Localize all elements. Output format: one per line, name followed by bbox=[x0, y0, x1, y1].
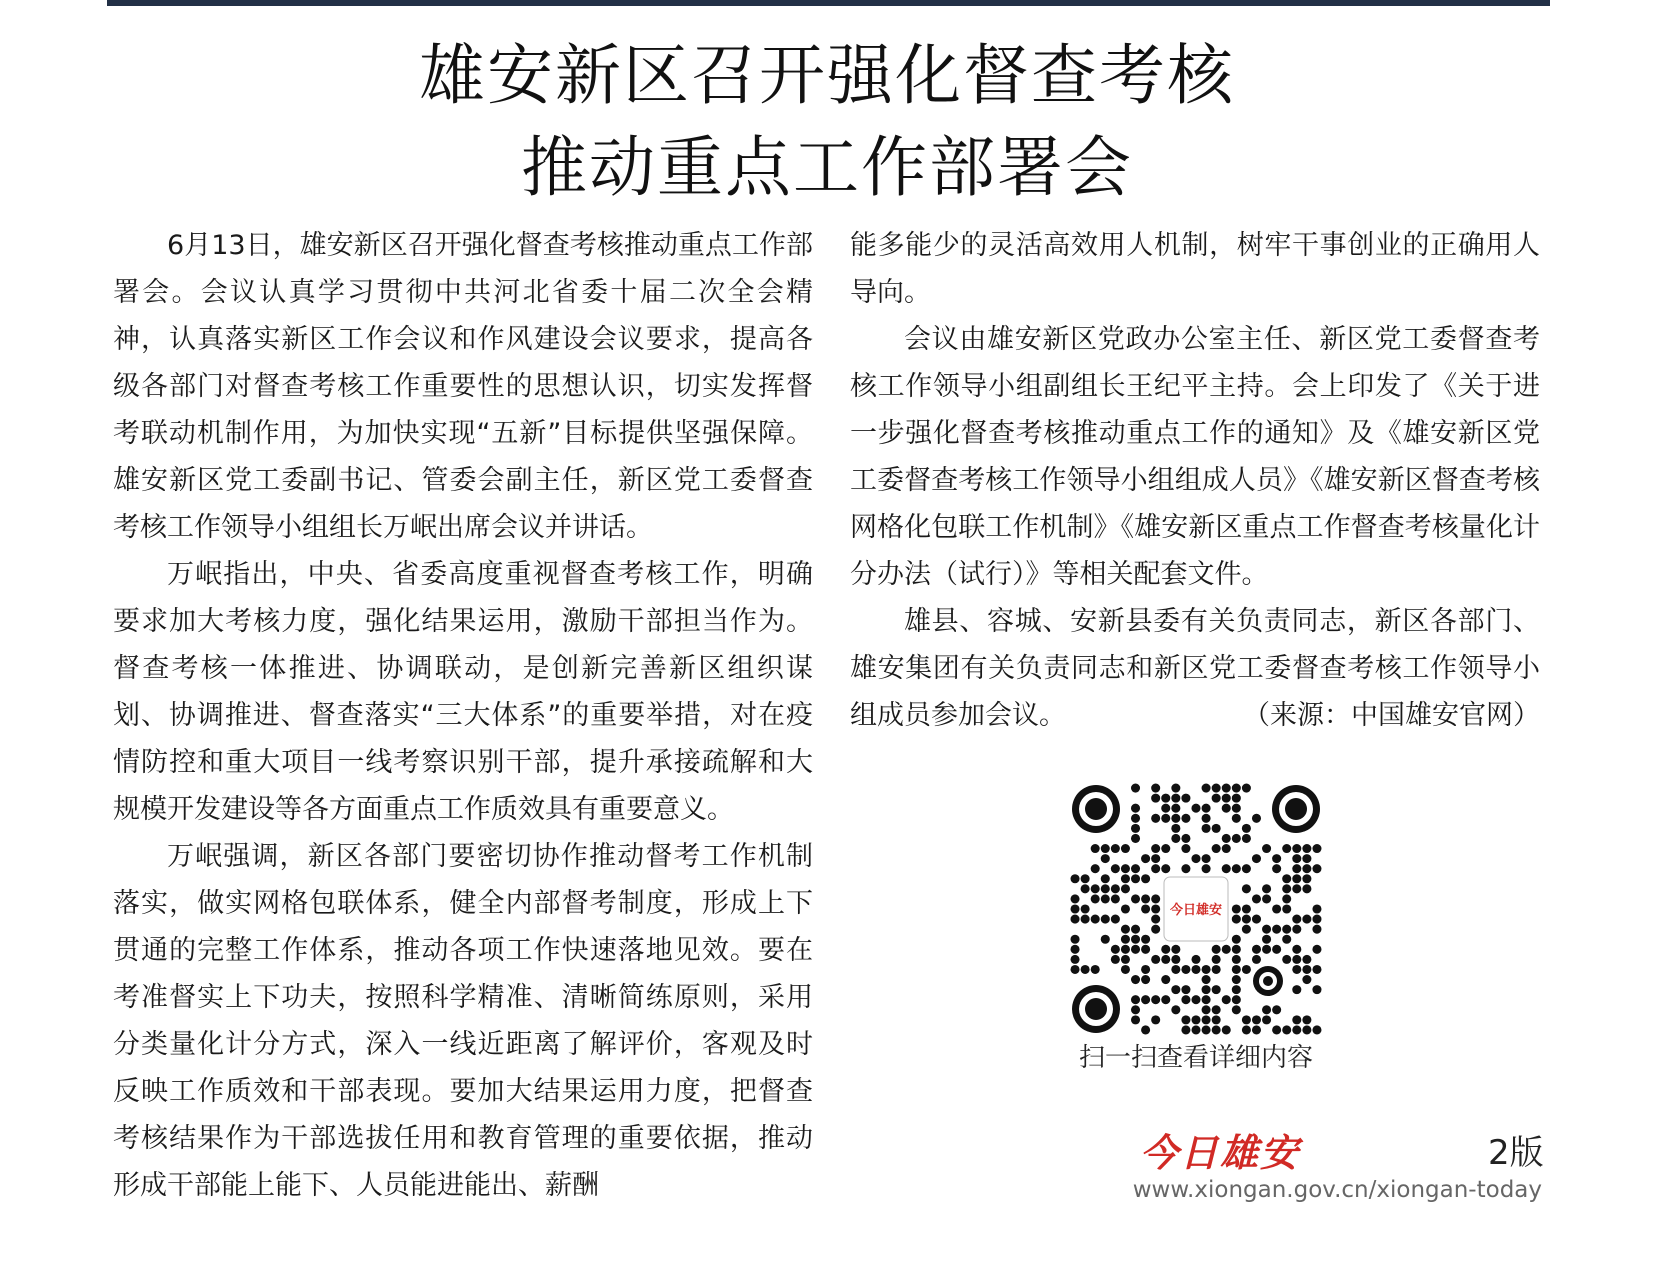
qr-module bbox=[1232, 965, 1241, 974]
qr-module bbox=[1242, 915, 1251, 924]
qr-module bbox=[1272, 1005, 1281, 1014]
qr-module bbox=[1312, 1025, 1321, 1034]
qr-module bbox=[1272, 945, 1281, 954]
qr-module bbox=[1141, 945, 1150, 954]
qr-finder-top-left bbox=[1072, 785, 1120, 833]
qr-module bbox=[1272, 1025, 1281, 1034]
qr-module bbox=[1151, 864, 1160, 873]
qr-module bbox=[1272, 904, 1281, 913]
qr-module bbox=[1252, 955, 1261, 964]
qr-module bbox=[1161, 975, 1170, 984]
qr-caption: 扫一扫查看详细内容 bbox=[1078, 1043, 1313, 1073]
qr-module bbox=[1131, 1005, 1140, 1014]
qr-module bbox=[1171, 804, 1180, 813]
qr-module bbox=[1181, 794, 1190, 803]
qr-module bbox=[1081, 874, 1090, 883]
qr-module bbox=[1212, 1025, 1221, 1034]
qr-module bbox=[1151, 844, 1160, 853]
qr-module bbox=[1232, 814, 1241, 823]
qr-module bbox=[1071, 935, 1080, 944]
qr-module bbox=[1312, 904, 1321, 913]
qr-module bbox=[1141, 1025, 1150, 1034]
qr-module bbox=[1151, 784, 1160, 793]
qr-module bbox=[1292, 985, 1301, 994]
qr-finder-top-right bbox=[1272, 785, 1320, 833]
qr-module bbox=[1242, 1015, 1251, 1024]
qr-module bbox=[1302, 975, 1311, 984]
qr-module bbox=[1101, 894, 1110, 903]
qr-module bbox=[1171, 834, 1180, 843]
qr-module bbox=[1181, 995, 1190, 1004]
qr-module bbox=[1242, 925, 1251, 934]
qr-module bbox=[1151, 814, 1160, 823]
qr-module bbox=[1141, 874, 1150, 883]
qr-module bbox=[1292, 884, 1301, 893]
article-paragraph: 万岷指出，中央、省委高度重视督查考核工作，明确要求加大考核力度，强化结果运用，激励干部担当作为。督查考核一体推进、协调联动，是创新完善新区组织谋划、协调推进、督查落实“三大体系”的重要举措，对在疫情防控和重大项目一线考察识别干部，提升承接疏解和大规模开发建设等各方面重点工作质效具有重要意义。 bbox=[113, 559, 813, 825]
qr-module bbox=[1181, 965, 1190, 974]
qr-module bbox=[1212, 824, 1221, 833]
qr-module bbox=[1252, 814, 1261, 823]
qr-module bbox=[1121, 955, 1130, 964]
qr-module bbox=[1242, 1025, 1251, 1034]
qr-module bbox=[1212, 945, 1221, 954]
qr-module bbox=[1202, 854, 1211, 863]
qr-module bbox=[1232, 995, 1241, 1004]
qr-module bbox=[1302, 864, 1311, 873]
qr-module bbox=[1151, 955, 1160, 964]
qr-module bbox=[1302, 844, 1311, 853]
qr-module bbox=[1181, 814, 1190, 823]
qr-module bbox=[1282, 844, 1291, 853]
qr-module bbox=[1081, 915, 1090, 924]
qr-module bbox=[1121, 844, 1130, 853]
qr-module bbox=[1242, 904, 1251, 913]
qr-module bbox=[1282, 884, 1291, 893]
qr-module bbox=[1202, 975, 1211, 984]
qr-module bbox=[1262, 844, 1271, 853]
qr-module bbox=[1171, 955, 1180, 964]
qr-module bbox=[1242, 884, 1251, 893]
qr-module bbox=[1131, 874, 1140, 883]
qr-module bbox=[1161, 945, 1170, 954]
qr-module bbox=[1171, 945, 1180, 954]
qr-module bbox=[1202, 1005, 1211, 1014]
qr-module bbox=[1282, 925, 1291, 934]
qr-module bbox=[1302, 884, 1311, 893]
article-paragraph-last bbox=[850, 598, 1540, 739]
qr-module bbox=[1232, 955, 1241, 964]
qr-module bbox=[1071, 945, 1080, 954]
qr-module bbox=[1131, 864, 1140, 873]
qr-module bbox=[1131, 995, 1140, 1004]
qr-module bbox=[1222, 1025, 1231, 1034]
qr-module bbox=[1242, 834, 1251, 843]
qr-module bbox=[1232, 804, 1241, 813]
qr-module bbox=[1091, 915, 1100, 924]
qr-module bbox=[1302, 1025, 1311, 1034]
qr-module bbox=[1252, 894, 1261, 903]
qr-module bbox=[1292, 955, 1301, 964]
qr-module bbox=[1212, 985, 1221, 994]
last-paragraph-text: 雄县、容城、安新县委有关负责同志，新区各部门、雄安集团有关负责同志和新区党工委督查考核工作领导小组成员参加会议。 bbox=[850, 606, 1540, 731]
qr-module bbox=[1302, 955, 1311, 964]
qr-module bbox=[1202, 814, 1211, 823]
qr-module bbox=[1151, 995, 1160, 1004]
qr-module bbox=[1222, 794, 1231, 803]
qr-module bbox=[1262, 1015, 1271, 1024]
article-source: （来源：中国雄安官网） bbox=[1243, 700, 1540, 731]
qr-module bbox=[1071, 904, 1080, 913]
qr-module bbox=[1232, 975, 1241, 984]
qr-module bbox=[1151, 915, 1160, 924]
qr-module bbox=[1161, 955, 1170, 964]
qr-module bbox=[1131, 925, 1140, 934]
qr-module bbox=[1242, 864, 1251, 873]
qr-module bbox=[1282, 955, 1291, 964]
qr-module bbox=[1101, 935, 1110, 944]
page-number: 2版 bbox=[1488, 1133, 1544, 1173]
qr-module bbox=[1191, 1025, 1200, 1034]
qr-module bbox=[1141, 975, 1150, 984]
qr-module bbox=[1202, 784, 1211, 793]
qr-module bbox=[1161, 844, 1170, 853]
qr-module bbox=[1312, 864, 1321, 873]
qr-module bbox=[1121, 904, 1130, 913]
qr-module bbox=[1131, 824, 1140, 833]
qr-module bbox=[1121, 965, 1130, 974]
qr-module bbox=[1212, 794, 1221, 803]
qr-alignment-mark bbox=[1253, 966, 1283, 996]
qr-module bbox=[1302, 1015, 1311, 1024]
qr-module bbox=[1252, 945, 1261, 954]
qr-module bbox=[1232, 904, 1241, 913]
qr-module bbox=[1161, 995, 1170, 1004]
qr-module bbox=[1161, 804, 1170, 813]
qr-module bbox=[1091, 844, 1100, 853]
brand-logo: 今日雄安 bbox=[1140, 1130, 1301, 1175]
qr-module bbox=[1302, 915, 1311, 924]
qr-module bbox=[1081, 965, 1090, 974]
qr-module bbox=[1232, 1005, 1241, 1014]
qr-module bbox=[1232, 794, 1241, 803]
qr-module bbox=[1111, 894, 1120, 903]
qr-module bbox=[1171, 794, 1180, 803]
qr-module bbox=[1262, 894, 1271, 903]
qr-module bbox=[1151, 925, 1160, 934]
qr-module bbox=[1272, 864, 1281, 873]
qr-module bbox=[1202, 864, 1211, 873]
qr-module bbox=[1202, 965, 1211, 974]
qr-module bbox=[1222, 945, 1231, 954]
qr-module bbox=[1222, 804, 1231, 813]
qr-module bbox=[1282, 904, 1291, 913]
qr-module bbox=[1292, 945, 1301, 954]
qr-module bbox=[1202, 1015, 1211, 1024]
qr-module bbox=[1131, 975, 1140, 984]
qr-module bbox=[1252, 915, 1261, 924]
qr-module bbox=[1141, 894, 1150, 903]
qr-module bbox=[1131, 935, 1140, 944]
qr-module bbox=[1071, 965, 1080, 974]
qr-module bbox=[1312, 844, 1321, 853]
qr-module bbox=[1181, 834, 1190, 843]
qr-module bbox=[1222, 784, 1231, 793]
qr-module bbox=[1071, 915, 1080, 924]
qr-module bbox=[1091, 965, 1100, 974]
qr-module bbox=[1262, 884, 1271, 893]
qr-module bbox=[1131, 1015, 1140, 1024]
qr-module bbox=[1151, 894, 1160, 903]
top-rule bbox=[107, 0, 1550, 6]
qr-module bbox=[1282, 894, 1291, 903]
qr-module bbox=[1252, 854, 1261, 863]
qr-module bbox=[1151, 794, 1160, 803]
qr-module bbox=[1171, 784, 1180, 793]
qr-module bbox=[1181, 844, 1190, 853]
qr-module bbox=[1232, 834, 1241, 843]
qr-module bbox=[1262, 1005, 1271, 1014]
qr-module bbox=[1212, 965, 1221, 974]
qr-module bbox=[1131, 894, 1140, 903]
qr-module bbox=[1212, 1005, 1221, 1014]
qr-module bbox=[1171, 814, 1180, 823]
qr-module bbox=[1212, 784, 1221, 793]
qr-module bbox=[1121, 925, 1130, 934]
qr-module bbox=[1101, 854, 1110, 863]
qr-module bbox=[1292, 1025, 1301, 1034]
qr-module bbox=[1222, 864, 1231, 873]
qr-module bbox=[1282, 1025, 1291, 1034]
qr-module bbox=[1292, 925, 1301, 934]
qr-module bbox=[1232, 784, 1241, 793]
qr-module bbox=[1191, 1015, 1200, 1024]
qr-module bbox=[1171, 824, 1180, 833]
qr-module bbox=[1161, 794, 1170, 803]
qr-module bbox=[1161, 814, 1170, 823]
article-column-left bbox=[113, 222, 813, 1209]
qr-module bbox=[1151, 904, 1160, 913]
qr-module bbox=[1282, 935, 1291, 944]
qr-module bbox=[1242, 965, 1251, 974]
qr-module bbox=[1181, 985, 1190, 994]
qr-module bbox=[1222, 844, 1231, 853]
qr-module bbox=[1141, 965, 1150, 974]
qr-module bbox=[1121, 874, 1130, 883]
article-headline bbox=[0, 30, 1654, 214]
qr-finder-bottom-left bbox=[1072, 985, 1120, 1033]
article-paragraph: 万岷强调，新区各部门要密切协作推动督考工作机制落实，做实网格包联体系，健全内部督考制度，形成上下贯通的完整工作体系，推动各项工作快速落地见效。要在考准督实上下功夫，按照科学精准、清晰简练原则，采用分类量化计分方式，深入一线近距离了解评价，客观及时反映工作质效和干部表现。要加大结果运用力度，把督查考核结果作为干部选拔任用和教育管理的重要依据，推动形成干部能上能下、人员能进能出、薪酬 bbox=[113, 841, 813, 1201]
qr-module bbox=[1312, 965, 1321, 974]
article-paragraph-continued: 能多能少的灵活高效用人机制，树牢干事创业的正确用人导向。 bbox=[850, 230, 1540, 308]
qr-module bbox=[1232, 935, 1241, 944]
qr-module bbox=[1202, 985, 1211, 994]
qr-module bbox=[1292, 915, 1301, 924]
qr-module bbox=[1232, 864, 1241, 873]
qr-module bbox=[1111, 864, 1120, 873]
qr-module bbox=[1302, 854, 1311, 863]
article-column-right bbox=[850, 222, 1540, 739]
qr-module bbox=[1131, 834, 1140, 843]
qr-module bbox=[1141, 854, 1150, 863]
headline-line-2: 推动重点工作部署会 bbox=[521, 129, 1133, 206]
qr-module bbox=[1151, 1015, 1160, 1024]
qr-module bbox=[1242, 824, 1251, 833]
qr-module bbox=[1292, 874, 1301, 883]
qr-logo-text: 今日雄安 bbox=[1169, 903, 1223, 918]
qr-module bbox=[1111, 844, 1120, 853]
qr-module bbox=[1171, 1005, 1180, 1014]
qr-module bbox=[1071, 955, 1080, 964]
qr-module bbox=[1101, 884, 1110, 893]
qr-module bbox=[1191, 995, 1200, 1004]
qr-module bbox=[1101, 844, 1110, 853]
qr-module bbox=[1191, 965, 1200, 974]
qr-module bbox=[1091, 864, 1100, 873]
qr-module bbox=[1292, 844, 1301, 853]
qr-module bbox=[1131, 784, 1140, 793]
qr-module bbox=[1312, 985, 1321, 994]
qr-module bbox=[1161, 864, 1170, 873]
qr-module bbox=[1272, 854, 1281, 863]
qr-module bbox=[1252, 1025, 1261, 1034]
qr-module bbox=[1131, 804, 1140, 813]
qr-module bbox=[1262, 925, 1271, 934]
qr-module bbox=[1111, 945, 1120, 954]
qr-module bbox=[1121, 935, 1130, 944]
qr-module bbox=[1262, 945, 1271, 954]
qr-module bbox=[1202, 1025, 1211, 1034]
qr-module bbox=[1292, 864, 1301, 873]
qr-module bbox=[1121, 884, 1130, 893]
article-paragraph: 会议由雄安新区党政办公室主任、新区党工委督查考核工作领导小组副组长王纪平主持。会上印发了《关于进一步强化督查考核推动重点工作的通知》及《雄安新区党工委督查考核工作领导小组组成人员》《雄安新区督查考核网格化包联工作机制》《雄安新区重点工作督查考核量化计分办法（试行）》等相关配套文件。 bbox=[850, 324, 1540, 590]
qr-module bbox=[1202, 804, 1211, 813]
qr-module bbox=[1111, 915, 1120, 924]
headline-line-1: 雄安新区召开强化督查考核 bbox=[419, 37, 1235, 114]
qr-module bbox=[1141, 904, 1150, 913]
qr-module bbox=[1171, 985, 1180, 994]
qr-module bbox=[1292, 854, 1301, 863]
qr-module bbox=[1131, 814, 1140, 823]
qr-module bbox=[1202, 824, 1211, 833]
qr-module bbox=[1242, 784, 1251, 793]
qr-module bbox=[1212, 844, 1221, 853]
qr-module bbox=[1181, 864, 1190, 873]
site-url[interactable]: www.xiongan.gov.cn/xiongan-today bbox=[1132, 1177, 1542, 1203]
qr-module bbox=[1111, 955, 1120, 964]
qr-module bbox=[1212, 1015, 1221, 1024]
qr-module bbox=[1181, 1015, 1190, 1024]
qr-module bbox=[1282, 874, 1291, 883]
qr-module bbox=[1262, 935, 1271, 944]
qr-module bbox=[1141, 995, 1150, 1004]
qr-module bbox=[1312, 915, 1321, 924]
qr-module bbox=[1081, 904, 1090, 913]
qr-module bbox=[1091, 884, 1100, 893]
qr-module bbox=[1222, 995, 1231, 1004]
qr-module bbox=[1131, 945, 1140, 954]
qr-module bbox=[1071, 874, 1080, 883]
qr-module bbox=[1111, 884, 1120, 893]
qr-module bbox=[1141, 935, 1150, 944]
qr-module bbox=[1272, 925, 1281, 934]
qr-module bbox=[1292, 965, 1301, 974]
article-paragraph: 6月13日，雄安新区召开强化督查考核推动重点工作部署会。会议认真学习贯彻中共河北省委十届二次全会精神，认真落实新区工作会议和作风建设会议要求，提高各级各部门对督查考核工作重要性的思想认识，切实发挥督考联动机制作用，为加快实现“五新”目标提供坚强保障。雄安新区党工委副书记、管委会副主任，新区党工委督查考核工作领导小组组长万岷出席会议并讲话。 bbox=[113, 230, 813, 543]
qr-module bbox=[1191, 854, 1200, 863]
qr-module bbox=[1171, 965, 1180, 974]
qr-module bbox=[1312, 925, 1321, 934]
qr-module bbox=[1121, 945, 1130, 954]
qr-module bbox=[1232, 985, 1241, 994]
qr-module bbox=[1191, 955, 1200, 964]
qr-code[interactable] bbox=[1070, 783, 1322, 1035]
qr-module bbox=[1302, 874, 1311, 883]
qr-module bbox=[1202, 995, 1211, 1004]
qr-module bbox=[1071, 894, 1080, 903]
qr-module bbox=[1101, 915, 1110, 924]
qr-module bbox=[1181, 1025, 1190, 1034]
qr-module bbox=[1252, 1015, 1261, 1024]
qr-module bbox=[1121, 864, 1130, 873]
qr-module bbox=[1302, 965, 1311, 974]
qr-module bbox=[1212, 955, 1221, 964]
qr-module bbox=[1101, 874, 1110, 883]
qr-module bbox=[1312, 945, 1321, 954]
qr-module bbox=[1232, 945, 1241, 954]
qr-module bbox=[1091, 894, 1100, 903]
qr-module bbox=[1232, 915, 1241, 924]
qr-module bbox=[1081, 884, 1090, 893]
qr-module bbox=[1191, 804, 1200, 813]
qr-module bbox=[1222, 834, 1231, 843]
qr-module bbox=[1151, 854, 1160, 863]
qr-module bbox=[1292, 1015, 1301, 1024]
